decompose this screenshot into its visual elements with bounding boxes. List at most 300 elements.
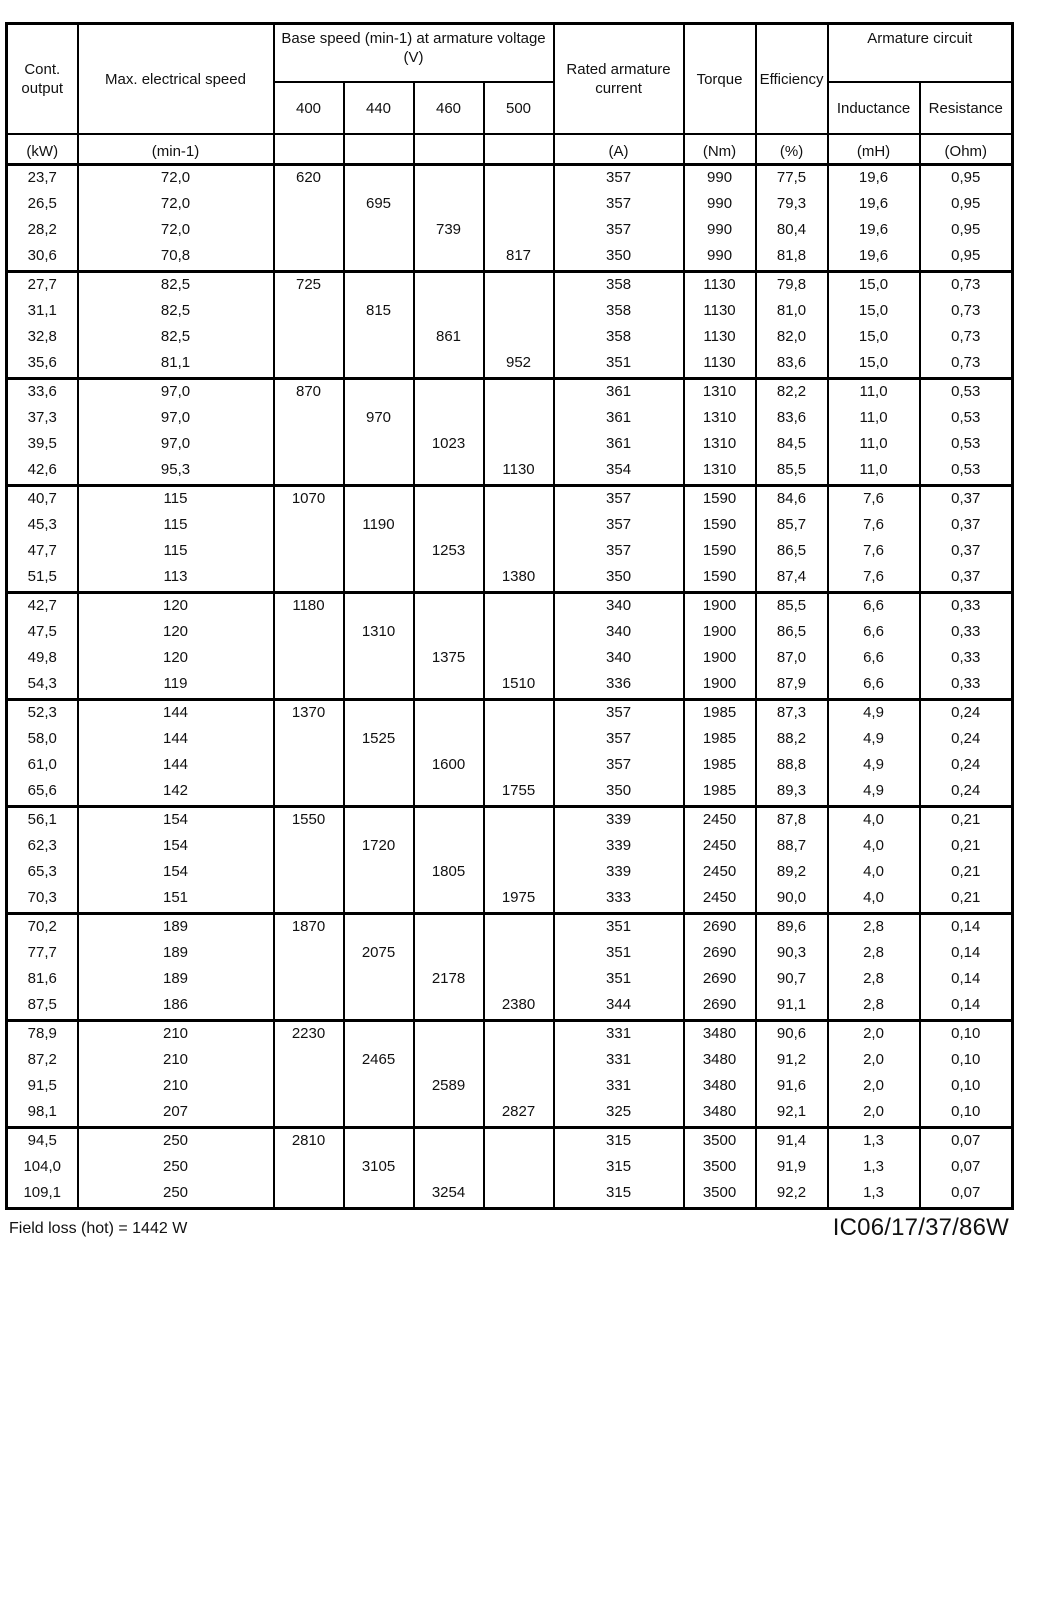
table-cell: 2,8 — [828, 967, 920, 993]
table-cell: 94,5 — [7, 1128, 78, 1156]
table-row — [7, 886, 1013, 914]
table-cell: 31,1 — [7, 299, 78, 325]
table-cell: 23,7 — [7, 165, 78, 193]
table-cell: 82,5 — [78, 299, 274, 325]
table-cell: 990 — [684, 244, 756, 272]
unit-cell: (mH) — [828, 134, 920, 165]
table-cell — [484, 539, 554, 565]
table-cell: 0,10 — [920, 1021, 1013, 1049]
table-cell: 87,0 — [756, 646, 828, 672]
unit-cell — [484, 134, 554, 165]
table-cell: 82,5 — [78, 325, 274, 351]
table-row — [7, 1048, 1013, 1074]
table-cell — [344, 1181, 414, 1209]
table-cell: 1310 — [344, 620, 414, 646]
table-cell: 3480 — [684, 1048, 756, 1074]
table-cell: 361 — [554, 406, 684, 432]
table-cell: 1510 — [484, 672, 554, 700]
table-cell: 725 — [274, 272, 344, 300]
table-cell: 207 — [78, 1100, 274, 1128]
table-cell — [414, 1048, 484, 1074]
table-cell: 113 — [78, 565, 274, 593]
table-cell: 0,07 — [920, 1155, 1013, 1181]
table-cell: 6,6 — [828, 620, 920, 646]
table-cell: 32,8 — [7, 325, 78, 351]
table-row — [7, 192, 1013, 218]
table-cell: 0,10 — [920, 1074, 1013, 1100]
table-cell: 92,1 — [756, 1100, 828, 1128]
table-cell: 49,8 — [7, 646, 78, 672]
table-cell: 0,14 — [920, 941, 1013, 967]
table-cell: 52,3 — [7, 700, 78, 728]
table-cell: 357 — [554, 192, 684, 218]
table-cell: 58,0 — [7, 727, 78, 753]
table-cell: 2,8 — [828, 914, 920, 942]
table-cell — [344, 860, 414, 886]
table-cell: 3480 — [684, 1100, 756, 1128]
table-cell — [414, 672, 484, 700]
table-cell: 97,0 — [78, 432, 274, 458]
table-cell: 325 — [554, 1100, 684, 1128]
table-cell — [274, 432, 344, 458]
table-row — [7, 834, 1013, 860]
table-cell: 344 — [554, 993, 684, 1021]
table-cell: 0,14 — [920, 967, 1013, 993]
table-row — [7, 914, 1013, 942]
header-rated-current: Rated armature current — [554, 24, 684, 135]
table-cell — [344, 272, 414, 300]
table-cell: 88,8 — [756, 753, 828, 779]
table-cell — [414, 1021, 484, 1049]
table-cell: 339 — [554, 807, 684, 835]
table-cell: 98,1 — [7, 1100, 78, 1128]
table-cell: 79,3 — [756, 192, 828, 218]
table-cell — [274, 1181, 344, 1209]
table-cell: 333 — [554, 886, 684, 914]
table-cell — [484, 914, 554, 942]
table-cell — [274, 753, 344, 779]
table-cell: 357 — [554, 753, 684, 779]
table-cell — [274, 1074, 344, 1100]
table-cell: 79,8 — [756, 272, 828, 300]
unit-cell — [414, 134, 484, 165]
row-group — [7, 1128, 1013, 1209]
table-cell: 62,3 — [7, 834, 78, 860]
table-cell: 109,1 — [7, 1181, 78, 1209]
table-cell — [344, 379, 414, 407]
table-cell: 30,6 — [7, 244, 78, 272]
table-cell: 144 — [78, 700, 274, 728]
table-cell — [484, 700, 554, 728]
table-cell — [274, 993, 344, 1021]
table-cell: 1900 — [684, 593, 756, 621]
table-cell — [274, 779, 344, 807]
table-cell: 7,6 — [828, 486, 920, 514]
table-cell: 0,73 — [920, 351, 1013, 379]
table-cell: 151 — [78, 886, 274, 914]
table-cell: 339 — [554, 860, 684, 886]
table-footer — [9, 1214, 1009, 1244]
table-cell: 2380 — [484, 993, 554, 1021]
table-cell: 1375 — [414, 646, 484, 672]
table-cell — [484, 1155, 554, 1181]
table-cell: 186 — [78, 993, 274, 1021]
table-cell: 1900 — [684, 672, 756, 700]
table-cell: 6,6 — [828, 646, 920, 672]
motor-data-table — [5, 22, 1014, 1210]
table-cell — [344, 646, 414, 672]
table-cell: 0,73 — [920, 325, 1013, 351]
table-cell: 15,0 — [828, 325, 920, 351]
table-cell: 0,37 — [920, 565, 1013, 593]
table-cell: 189 — [78, 941, 274, 967]
table-cell: 104,0 — [7, 1155, 78, 1181]
table-cell — [274, 1100, 344, 1128]
table-cell — [274, 860, 344, 886]
table-cell: 91,6 — [756, 1074, 828, 1100]
header-cont-output: Cont. output — [7, 24, 78, 135]
table-cell: 89,2 — [756, 860, 828, 886]
spec-sheet — [5, 22, 1011, 1241]
table-cell: 0,21 — [920, 807, 1013, 835]
table-cell: 1130 — [684, 351, 756, 379]
table-cell: 0,33 — [920, 593, 1013, 621]
table-cell: 357 — [554, 513, 684, 539]
table-cell — [414, 458, 484, 486]
table-cell: 0,95 — [920, 218, 1013, 244]
table-cell: 120 — [78, 593, 274, 621]
table-cell: 0,95 — [920, 244, 1013, 272]
table-cell: 87,4 — [756, 565, 828, 593]
table-cell: 870 — [274, 379, 344, 407]
table-row — [7, 672, 1013, 700]
table-cell: 90,0 — [756, 886, 828, 914]
table-cell: 1590 — [684, 486, 756, 514]
table-cell: 19,6 — [828, 165, 920, 193]
table-cell — [484, 967, 554, 993]
table-cell: 1985 — [684, 727, 756, 753]
table-cell: 77,5 — [756, 165, 828, 193]
table-cell: 2827 — [484, 1100, 554, 1128]
table-cell: 88,2 — [756, 727, 828, 753]
table-cell: 1870 — [274, 914, 344, 942]
table-row — [7, 379, 1013, 407]
table-cell: 42,7 — [7, 593, 78, 621]
table-cell: 72,0 — [78, 192, 274, 218]
table-cell — [484, 486, 554, 514]
table-cell: 358 — [554, 325, 684, 351]
table-cell: 11,0 — [828, 379, 920, 407]
table-cell: 1550 — [274, 807, 344, 835]
table-cell: 620 — [274, 165, 344, 193]
table-cell: 4,0 — [828, 860, 920, 886]
table-cell — [344, 458, 414, 486]
table-cell — [274, 325, 344, 351]
table-cell: 1590 — [684, 539, 756, 565]
table-cell: 1130 — [684, 272, 756, 300]
table-cell: 0,21 — [920, 834, 1013, 860]
table-cell: 0,10 — [920, 1048, 1013, 1074]
table-cell: 2465 — [344, 1048, 414, 1074]
table-cell: 1130 — [684, 299, 756, 325]
table-cell: 0,24 — [920, 779, 1013, 807]
table-cell: 351 — [554, 967, 684, 993]
table-cell: 115 — [78, 486, 274, 514]
table-cell: 1380 — [484, 565, 554, 593]
table-cell: 19,6 — [828, 192, 920, 218]
table-cell: 250 — [78, 1128, 274, 1156]
table-cell: 0,33 — [920, 672, 1013, 700]
table-cell: 80,4 — [756, 218, 828, 244]
table-cell: 0,14 — [920, 993, 1013, 1021]
table-cell: 91,4 — [756, 1128, 828, 1156]
table-cell: 2450 — [684, 886, 756, 914]
table-cell — [274, 513, 344, 539]
table-cell: 350 — [554, 244, 684, 272]
table-cell: 189 — [78, 967, 274, 993]
table-cell: 85,5 — [756, 458, 828, 486]
table-cell — [414, 406, 484, 432]
table-cell: 189 — [78, 914, 274, 942]
table-cell — [414, 272, 484, 300]
table-cell — [274, 299, 344, 325]
table-cell: 37,3 — [7, 406, 78, 432]
table-row — [7, 458, 1013, 486]
table-cell: 82,5 — [78, 272, 274, 300]
header-efficiency: Efficiency — [756, 24, 828, 135]
table-cell: 19,6 — [828, 218, 920, 244]
table-cell: 1130 — [484, 458, 554, 486]
table-cell: 15,0 — [828, 272, 920, 300]
row-group — [7, 379, 1013, 486]
table-cell: 4,9 — [828, 727, 920, 753]
table-cell: 72,0 — [78, 218, 274, 244]
table-cell: 2690 — [684, 914, 756, 942]
table-cell: 86,5 — [756, 539, 828, 565]
table-cell — [414, 914, 484, 942]
table-cell: 351 — [554, 914, 684, 942]
table-cell: 2,0 — [828, 1021, 920, 1049]
table-cell: 154 — [78, 834, 274, 860]
row-group — [7, 593, 1013, 700]
table-row — [7, 1074, 1013, 1100]
table-cell: 115 — [78, 539, 274, 565]
table-cell — [484, 325, 554, 351]
table-cell: 85,7 — [756, 513, 828, 539]
table-cell: 0,37 — [920, 513, 1013, 539]
row-group — [7, 914, 1013, 1021]
table-cell: 65,3 — [7, 860, 78, 886]
table-cell: 1590 — [684, 513, 756, 539]
table-cell: 27,7 — [7, 272, 78, 300]
table-cell: 142 — [78, 779, 274, 807]
table-row — [7, 165, 1013, 193]
header-resistance: Resistance — [920, 82, 1013, 134]
table-cell: 89,3 — [756, 779, 828, 807]
table-row — [7, 1100, 1013, 1128]
table-cell: 1900 — [684, 646, 756, 672]
header-voltage-500: 500 — [484, 82, 554, 134]
table-cell: 357 — [554, 700, 684, 728]
table-cell: 7,6 — [828, 513, 920, 539]
table-cell: 82,2 — [756, 379, 828, 407]
table-cell: 0,37 — [920, 486, 1013, 514]
table-cell: 42,6 — [7, 458, 78, 486]
table-cell: 70,2 — [7, 914, 78, 942]
table-cell: 4,9 — [828, 700, 920, 728]
table-cell — [414, 886, 484, 914]
table-cell: 0,21 — [920, 886, 1013, 914]
table-cell — [484, 406, 554, 432]
table-cell: 3480 — [684, 1074, 756, 1100]
table-cell — [484, 1181, 554, 1209]
table-cell: 0,24 — [920, 727, 1013, 753]
table-cell: 3254 — [414, 1181, 484, 1209]
table-cell — [414, 244, 484, 272]
table-cell: 2,8 — [828, 993, 920, 1021]
unit-cell: (Ohm) — [920, 134, 1013, 165]
table-cell: 77,7 — [7, 941, 78, 967]
table-cell — [484, 593, 554, 621]
table-cell: 970 — [344, 406, 414, 432]
table-cell — [344, 1100, 414, 1128]
table-cell — [344, 886, 414, 914]
table-cell: 54,3 — [7, 672, 78, 700]
table-cell — [484, 646, 554, 672]
table-cell: 2810 — [274, 1128, 344, 1156]
table-cell: 358 — [554, 272, 684, 300]
table-cell: 6,6 — [828, 593, 920, 621]
table-cell: 119 — [78, 672, 274, 700]
table-row — [7, 1155, 1013, 1181]
table-cell: 11,0 — [828, 406, 920, 432]
table-cell: 90,7 — [756, 967, 828, 993]
field-loss-note: Field loss (hot) = 1442 W — [9, 1220, 188, 1237]
document-code: IC06/17/37/86W — [832, 1214, 1009, 1241]
table-cell: 87,2 — [7, 1048, 78, 1074]
table-cell — [274, 646, 344, 672]
table-cell — [414, 727, 484, 753]
table-cell: 357 — [554, 486, 684, 514]
table-cell — [414, 165, 484, 193]
table-cell — [274, 458, 344, 486]
unit-cell: (min-1) — [78, 134, 274, 165]
table-cell: 1985 — [684, 700, 756, 728]
table-cell — [414, 779, 484, 807]
table-cell: 0,37 — [920, 539, 1013, 565]
header-voltage-440: 440 — [344, 82, 414, 134]
table-cell — [484, 299, 554, 325]
table-row — [7, 565, 1013, 593]
table-row — [7, 967, 1013, 993]
table-cell — [414, 1128, 484, 1156]
table-cell: 87,9 — [756, 672, 828, 700]
table-cell: 2589 — [414, 1074, 484, 1100]
table-cell: 1755 — [484, 779, 554, 807]
table-cell: 1190 — [344, 513, 414, 539]
table-cell: 1310 — [684, 432, 756, 458]
table-row — [7, 486, 1013, 514]
table-cell: 357 — [554, 727, 684, 753]
table-row — [7, 807, 1013, 835]
table-cell: 340 — [554, 593, 684, 621]
table-cell: 4,0 — [828, 886, 920, 914]
table-cell: 154 — [78, 807, 274, 835]
table-cell: 210 — [78, 1048, 274, 1074]
table-cell — [344, 539, 414, 565]
header-voltage-400: 400 — [274, 82, 344, 134]
table-cell: 4,9 — [828, 753, 920, 779]
table-cell — [274, 565, 344, 593]
table-cell: 47,7 — [7, 539, 78, 565]
table-cell — [344, 351, 414, 379]
table-row — [7, 325, 1013, 351]
table-cell: 0,24 — [920, 700, 1013, 728]
table-cell: 70,8 — [78, 244, 274, 272]
table-cell: 92,2 — [756, 1181, 828, 1209]
table-row — [7, 860, 1013, 886]
table-cell: 0,07 — [920, 1128, 1013, 1156]
table-cell: 97,0 — [78, 406, 274, 432]
table-cell — [484, 860, 554, 886]
table-cell: 0,07 — [920, 1181, 1013, 1209]
table-cell — [484, 192, 554, 218]
table-cell — [484, 1074, 554, 1100]
table-cell — [414, 1100, 484, 1128]
table-cell: 2075 — [344, 941, 414, 967]
table-cell: 952 — [484, 351, 554, 379]
table-cell — [414, 620, 484, 646]
table-cell: 11,0 — [828, 458, 920, 486]
table-cell: 3500 — [684, 1181, 756, 1209]
table-cell: 0,53 — [920, 379, 1013, 407]
table-cell — [274, 620, 344, 646]
table-cell: 1525 — [344, 727, 414, 753]
table-cell: 340 — [554, 620, 684, 646]
table-cell: 97,0 — [78, 379, 274, 407]
table-cell: 1590 — [684, 565, 756, 593]
table-cell: 2,0 — [828, 1100, 920, 1128]
table-cell: 144 — [78, 727, 274, 753]
table-cell — [484, 165, 554, 193]
table-cell: 0,21 — [920, 860, 1013, 886]
table-cell — [274, 539, 344, 565]
table-cell: 1985 — [684, 779, 756, 807]
table-cell — [274, 886, 344, 914]
table-cell: 210 — [78, 1021, 274, 1049]
table-cell: 70,3 — [7, 886, 78, 914]
table-cell: 87,8 — [756, 807, 828, 835]
table-cell: 51,5 — [7, 565, 78, 593]
table-cell: 861 — [414, 325, 484, 351]
table-row — [7, 272, 1013, 300]
table-cell: 358 — [554, 299, 684, 325]
table-cell — [484, 272, 554, 300]
table-cell: 2,0 — [828, 1074, 920, 1100]
table-cell — [484, 941, 554, 967]
table-cell: 65,6 — [7, 779, 78, 807]
table-cell — [344, 1128, 414, 1156]
table-cell: 2,0 — [828, 1048, 920, 1074]
table-cell: 15,0 — [828, 299, 920, 325]
table-cell: 250 — [78, 1155, 274, 1181]
table-cell — [274, 406, 344, 432]
table-cell: 6,6 — [828, 672, 920, 700]
table-cell: 350 — [554, 565, 684, 593]
table-cell: 990 — [684, 192, 756, 218]
table-cell — [414, 941, 484, 967]
table-cell — [414, 565, 484, 593]
